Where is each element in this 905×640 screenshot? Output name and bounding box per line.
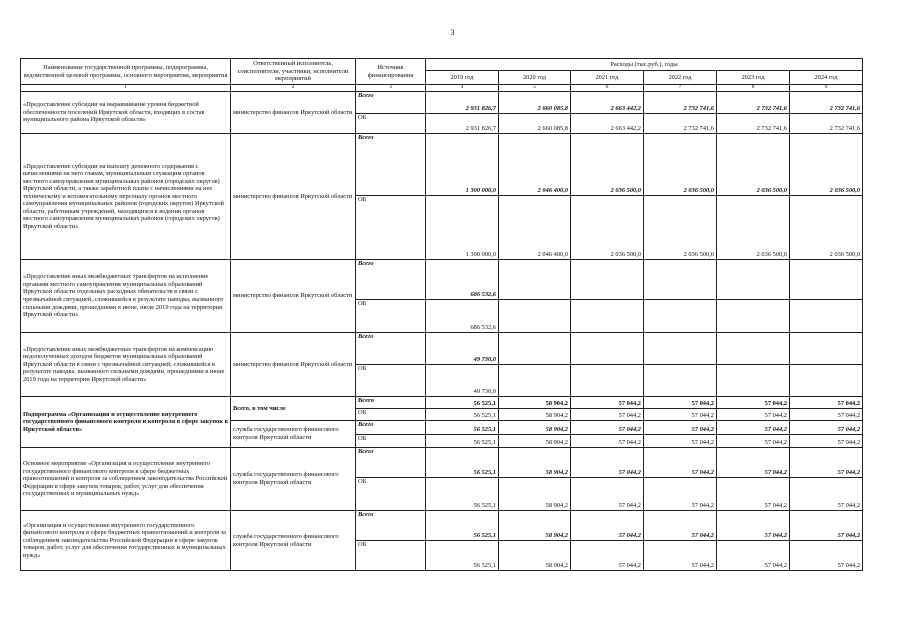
row-executor: служба государственного финансового контроля Иркутской области	[231, 448, 356, 511]
value-cell: 57 044,2	[644, 478, 717, 511]
value-cell	[790, 300, 863, 333]
value-cell: 58 904,2	[499, 421, 571, 435]
table-row	[21, 134, 863, 196]
value-cell: 2 931 826,7	[426, 114, 499, 134]
value-cell: 57 044,2	[644, 541, 717, 571]
value-cell: 57 044,2	[717, 541, 790, 571]
value-cell: 2 036 500,0	[717, 134, 790, 196]
value-cell: 1 300 000,0	[426, 196, 499, 260]
value-cell: 57 044,2	[717, 511, 790, 541]
value-cell: 2 663 442,2	[571, 92, 644, 114]
subprogram-executor-total: Всего, в том числе	[231, 397, 356, 421]
value-cell	[571, 333, 644, 365]
value-cell: 57 044,2	[644, 448, 717, 478]
value-cell: 2 036 500,0	[790, 196, 863, 260]
col-index: 6	[571, 85, 644, 92]
value-cell: 49 730,0	[426, 365, 499, 397]
value-cell	[499, 365, 571, 397]
header-year: 2024 год	[790, 71, 863, 85]
source-ob-label: ОБ	[356, 114, 426, 134]
value-cell: 57 044,2	[717, 397, 790, 409]
source-total-label: Всего	[356, 511, 426, 541]
value-cell: 57 044,2	[644, 435, 717, 448]
value-cell: 2 036 500,0	[644, 196, 717, 260]
row-name: Основное мероприятие «Организация и осуществление внутреннего государственного финансового контроля в сфере бюджетных правоотношений и контроля за соблюдением законодательства Российской Федерации в сфере закупок товаров, работ, услуг для обеспечения государственных и муниципальных нужд»	[21, 448, 231, 511]
value-cell	[717, 300, 790, 333]
value-cell: 2 660 085,8	[499, 114, 571, 134]
value-cell	[644, 365, 717, 397]
value-cell: 58 904,2	[499, 448, 571, 478]
page-number: 3	[450, 28, 455, 37]
header-name: Наименование государственной программы, подпрограммы, ведомственной целевой программы, основного мероприятия, мероприятия	[21, 59, 231, 85]
value-cell: 2 931 826,7	[426, 92, 499, 114]
source-total-label: Всего	[356, 421, 426, 435]
source-ob-label: ОБ	[356, 365, 426, 397]
header-executor: Ответственный исполнитель, соисполнители, участники, исполнители мероприятий	[231, 59, 356, 85]
budget-table	[20, 58, 863, 571]
row-executor: служба государственного финансового контроля Иркутской области	[231, 511, 356, 571]
value-cell	[499, 333, 571, 365]
value-cell: 57 044,2	[717, 435, 790, 448]
col-index: 7	[644, 85, 717, 92]
value-cell: 2 036 500,0	[717, 196, 790, 260]
value-cell: 2 660 085,8	[499, 92, 571, 114]
col-index: 5	[499, 85, 571, 92]
value-cell	[571, 300, 644, 333]
value-cell: 2 036 500,0	[790, 134, 863, 196]
header-year: 2022 год	[644, 71, 717, 85]
value-cell: 686 532,6	[426, 300, 499, 333]
value-cell: 57 044,2	[790, 409, 863, 421]
source-ob-label: ОБ	[356, 300, 426, 333]
value-cell: 57 044,2	[790, 397, 863, 409]
source-total-label: Всего	[356, 260, 426, 300]
value-cell	[717, 365, 790, 397]
col-index: 8	[717, 85, 790, 92]
value-cell: 58 904,2	[499, 397, 571, 409]
source-total-label: Всего	[356, 397, 426, 409]
value-cell: 2 046 400,0	[499, 134, 571, 196]
value-cell: 57 044,2	[790, 435, 863, 448]
value-cell: 56 525,1	[426, 511, 499, 541]
source-ob-label: ОБ	[356, 409, 426, 421]
value-cell: 56 525,1	[426, 448, 499, 478]
value-cell: 2 036 500,0	[571, 134, 644, 196]
value-cell: 58 904,2	[499, 541, 571, 571]
source-total-label: Всего	[356, 92, 426, 114]
value-cell	[790, 333, 863, 365]
table-row	[21, 448, 863, 478]
value-cell: 57 044,2	[717, 409, 790, 421]
value-cell: 2 046 400,0	[499, 196, 571, 260]
row-name: «Предоставление субсидии на выравнивание уровня бюджетной обеспеченности поселений Иркутской области, входящих в состав муниципального района Иркутской области»	[21, 92, 231, 134]
value-cell: 49 730,0	[426, 333, 499, 365]
value-cell	[499, 260, 571, 300]
value-cell: 57 044,2	[571, 421, 644, 435]
value-cell: 2 732 741,6	[790, 92, 863, 114]
value-cell: 57 044,2	[717, 448, 790, 478]
value-cell	[790, 260, 863, 300]
col-index: 3	[356, 85, 426, 92]
row-executor: министерство финансов Иркутской области	[231, 92, 356, 134]
row-executor: министерство финансов Иркутской области	[231, 134, 356, 260]
value-cell: 56 525,1	[426, 435, 499, 448]
table-row	[21, 511, 863, 541]
value-cell: 57 044,2	[571, 448, 644, 478]
value-cell: 57 044,2	[571, 435, 644, 448]
value-cell: 58 904,2	[499, 435, 571, 448]
value-cell: 58 904,2	[499, 511, 571, 541]
value-cell: 2 732 741,6	[790, 114, 863, 134]
value-cell: 57 044,2	[717, 478, 790, 511]
row-name: «Предоставление иных межбюджетных трансфертов на компенсацию недополученных доходов бюджетов муниципальных образований Иркутской области в связи с чрезвычайной ситуацией, сложившейся в результате паводка, вызванного сильными дождями, прошедшими в июне 2019 года на территории Иркутской области»	[21, 333, 231, 397]
value-cell: 57 044,2	[790, 541, 863, 571]
value-cell: 1 300 000,0	[426, 134, 499, 196]
value-cell: 2 732 741,6	[717, 114, 790, 134]
col-index: 4	[426, 85, 499, 92]
col-index: 2	[231, 85, 356, 92]
value-cell: 58 904,2	[499, 409, 571, 421]
header-source: Источник финансирования	[356, 59, 426, 85]
table-row	[21, 333, 863, 365]
source-ob-label: ОБ	[356, 541, 426, 571]
value-cell: 57 044,2	[644, 397, 717, 409]
row-executor: министерство финансов Иркутской области	[231, 260, 356, 333]
value-cell: 2 732 741,6	[644, 92, 717, 114]
row-name: «Предоставление иных межбюджетных трансфертов на исполнение органами местного самоуправления муниципальных образований Иркутской области отдельных расходных обязательств в связи с чрезвычайной ситуацией, сложившейся в результате паводка, вызванного сильными дождями, прошедшими в июне, июле 2019 года на территории Иркутской области»	[21, 260, 231, 333]
value-cell: 686 532,6	[426, 260, 499, 300]
header-year: 2021 год	[571, 71, 644, 85]
value-cell: 56 525,1	[426, 397, 499, 409]
value-cell: 57 044,2	[571, 478, 644, 511]
value-cell: 2 036 500,0	[644, 134, 717, 196]
value-cell: 57 044,2	[644, 409, 717, 421]
value-cell	[790, 365, 863, 397]
subprogram-executor-service: служба государственного финансового контроля Иркутской области	[231, 421, 356, 448]
value-cell: 57 044,2	[571, 511, 644, 541]
header-year: 2019 год	[426, 71, 499, 85]
table-row	[21, 260, 863, 300]
value-cell: 57 044,2	[717, 421, 790, 435]
value-cell: 2 663 442,2	[571, 114, 644, 134]
value-cell: 57 044,2	[571, 541, 644, 571]
value-cell: 57 044,2	[790, 448, 863, 478]
col-index: 9	[790, 85, 863, 92]
value-cell	[571, 365, 644, 397]
subprogram-name: Подпрограмма «Организация и осуществление внутреннего государственного финансового контроля и контроля в сфере закупок в Иркутской области»	[21, 397, 231, 448]
source-ob-label: ОБ	[356, 478, 426, 511]
value-cell: 56 525,1	[426, 409, 499, 421]
source-total-label: Всего	[356, 134, 426, 196]
header-year: 2020 год	[499, 71, 571, 85]
header-expenses: Расходы (тыс.руб.), годы	[426, 59, 863, 71]
value-cell: 56 525,1	[426, 478, 499, 511]
row-executor: министерство финансов Иркутской области	[231, 333, 356, 397]
value-cell	[571, 260, 644, 300]
value-cell: 57 044,2	[790, 478, 863, 511]
row-name: «Организация и осуществление внутреннего государственного финансового контроля в сфере бюджетных правоотношений и контроля за соблюдением законодательства Российской Федерации в сфере закупок товаров, работ, услуг для обеспечения государственных и муниципальных нужд»	[21, 511, 231, 571]
value-cell	[717, 260, 790, 300]
value-cell	[644, 300, 717, 333]
value-cell	[717, 333, 790, 365]
value-cell	[644, 333, 717, 365]
value-cell: 2 036 500,0	[571, 196, 644, 260]
table-row	[21, 397, 863, 409]
value-cell: 57 044,2	[644, 511, 717, 541]
value-cell	[644, 260, 717, 300]
value-cell: 57 044,2	[790, 511, 863, 541]
source-total-label: Всего	[356, 333, 426, 365]
value-cell: 56 525,1	[426, 421, 499, 435]
value-cell: 57 044,2	[644, 421, 717, 435]
row-name: «Предоставление субсидии на выплату денежного содержания с начислениями на него главам, муниципальным служащим органов местного самоуправления муниципальных районов (городских округов) Иркутской области, а также заработной платы с начислениями на нее техническому и вспомогательному персоналу органов местного самоуправления муниципальных районов (городских округов) Иркутской области, работникам учреждений, находящихся в ведении органов местного самоуправления муниципальных районов (городских округов) Иркутской области»	[21, 134, 231, 260]
value-cell: 57 044,2	[571, 409, 644, 421]
source-ob-label: ОБ	[356, 435, 426, 448]
value-cell: 58 904,2	[499, 478, 571, 511]
value-cell	[499, 300, 571, 333]
value-cell: 57 044,2	[790, 421, 863, 435]
value-cell: 56 525,1	[426, 541, 499, 571]
header-year: 2023 год	[717, 71, 790, 85]
col-index: 1	[21, 85, 231, 92]
table-row	[21, 92, 863, 114]
value-cell: 2 732 741,6	[717, 92, 790, 114]
source-ob-label: ОБ	[356, 196, 426, 260]
value-cell: 57 044,2	[571, 397, 644, 409]
source-total-label: Всего	[356, 448, 426, 478]
value-cell: 2 732 741,6	[644, 114, 717, 134]
